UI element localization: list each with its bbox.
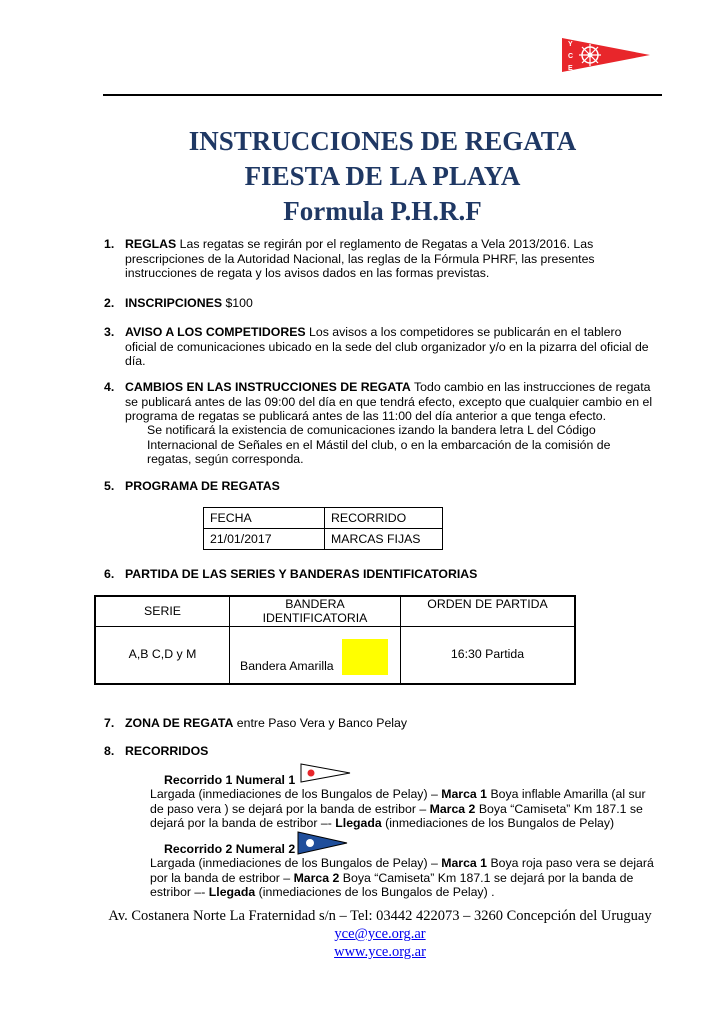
section-5-number: 5. xyxy=(104,479,115,493)
section-4-text: Todo cambio en las instrucciones de regata se publicará antes de las 09:00 del día en que tendrá efecto, excepto que cualquier cambio en el programa de regatas se publicará antes de las 11:00 del día anterior a que tenga efecto. xyxy=(125,380,653,423)
recorrido-1-part-4: (inmediaciones de los Bungalos de Pelay) xyxy=(381,816,615,830)
section-3-heading: AVISO A LOS COMPETIDORES xyxy=(125,325,306,339)
recorrido-1-part-2: Boya inflable Amarilla (al sur de paso vera ) se dejará por la banda de estribor – xyxy=(150,787,646,816)
section-8-heading: RECORRIDOS xyxy=(125,744,209,758)
title-line-1: INSTRUCCIONES DE REGATA xyxy=(188,126,577,156)
numeral-2-pennant-icon xyxy=(297,830,349,856)
header-divider xyxy=(103,94,662,96)
recorrido-1-llegada: Llegada xyxy=(335,816,382,830)
partida-header-bandera: BANDERA IDENTIFICATORIA xyxy=(230,596,401,626)
section-3-aviso xyxy=(125,325,655,369)
recorrido-1-text xyxy=(150,787,655,831)
section-1-heading: REGLAS xyxy=(125,237,177,251)
section-2-heading: INSCRIPCIONES xyxy=(125,296,223,310)
table-row xyxy=(95,596,575,626)
section-7-number: 7. xyxy=(104,716,115,730)
partida-header-orden: ORDEN DE PARTIDA xyxy=(401,596,576,626)
programa-cell-fecha: 21/01/2017 xyxy=(204,529,325,550)
table-row xyxy=(204,529,443,550)
recorrido-2-text xyxy=(150,856,655,900)
programa-cell-recorrido: MARCAS FIJAS xyxy=(325,529,443,550)
section-6-number: 6. xyxy=(104,567,115,581)
recorrido-2-part-4: (inmediaciones de los Bungalos de Pelay) . xyxy=(255,885,495,899)
recorrido-1-part-3: Boya “Camiseta” Km 187.1 se dejará por la banda de estribor –- xyxy=(150,801,643,830)
recorrido-2-part-3: Boya “Camiseta” Km 187.1 se dejará por la banda de estribor –- xyxy=(150,870,634,899)
recorrido-2-llegada: Llegada xyxy=(208,885,256,899)
recorrido-1-part-1: Largada (inmediaciones de los Bungalos de Pelay) – xyxy=(150,787,442,801)
recorrido-2-title: Recorrido 2 Numeral 2 xyxy=(164,842,296,856)
section-2-inscripciones xyxy=(125,296,655,311)
partida-cell-bandera xyxy=(230,626,401,684)
section-2-text: $100 xyxy=(222,296,253,310)
section-5-heading: PROGRAMA DE REGATAS xyxy=(125,479,280,493)
logo-letter-c: C xyxy=(568,53,574,60)
title-line-3: Formula P.H.R.F xyxy=(283,196,482,226)
footer-address: Av. Costanera Norte La Fraternidad s/n – Tel: 03442 422073 – 3260 Concepción del Uruguay xyxy=(108,908,652,924)
section-3-text: Los avisos a los competidores se publicarán en el tablero oficial de comunicaciones ubicado en la sede del club organizador y/o en la pizarra del oficial de día. xyxy=(125,325,649,368)
recorrido-1-marca-1: Marca 1 xyxy=(441,787,488,801)
logo-letter-e: E xyxy=(568,65,573,72)
partida-table xyxy=(94,595,576,685)
table-row xyxy=(95,626,575,684)
logo-letter-y: Y xyxy=(568,41,573,48)
section-7-heading: ZONA DE REGATA xyxy=(125,716,234,730)
recorrido-2-marca-1: Marca 1 xyxy=(441,856,488,870)
footer-email-link[interactable]: yce@yce.org.ar xyxy=(334,926,426,942)
programa-table xyxy=(203,507,443,550)
partida-cell-orden: 16:30 Partida xyxy=(401,626,576,684)
title-line-2: FIESTA DE LA PLAYA xyxy=(244,161,521,191)
partida-header-serie: SERIE xyxy=(95,596,230,626)
section-6-heading: PARTIDA DE LAS SERIES Y BANDERAS IDENTIFICATORIAS xyxy=(125,567,478,581)
partida-bandera-label: Bandera Amarilla xyxy=(240,658,334,673)
partida-cell-serie: A,B C,D y M xyxy=(95,626,230,684)
section-4-cambios xyxy=(125,380,655,424)
section-4-heading: CAMBIOS EN LAS INSTRUCCIONES DE REGATA xyxy=(125,380,411,394)
recorrido-2-part-1: Largada (inmediaciones de los Bungalos de Pelay) – xyxy=(150,856,442,870)
section-1-reglas xyxy=(125,237,655,281)
section-4-text-2: Se notificará la existencia de comunicaciones izando la bandera letra L del Código Internacional de Señales en el Mástil del club, o en la embarcación de la comisión de regatas, según corresponda. xyxy=(147,423,611,466)
section-7-zona xyxy=(125,716,655,731)
yellow-flag-swatch xyxy=(342,639,388,675)
recorrido-1-title: Recorrido 1 Numeral 1 xyxy=(164,773,296,787)
footer-web-link[interactable]: www.yce.org.ar xyxy=(334,944,426,960)
club-pennant-logo xyxy=(560,36,652,74)
programa-header-recorrido: RECORRIDO xyxy=(325,508,443,529)
numeral-1-pennant-icon xyxy=(300,762,352,784)
section-4-number: 4. xyxy=(104,380,115,394)
table-row xyxy=(204,508,443,529)
programa-header-fecha: FECHA xyxy=(204,508,325,529)
section-1-number: 1. xyxy=(104,237,115,251)
recorrido-1-marca-2: Marca 2 xyxy=(429,801,476,816)
section-7-text: entre Paso Vera y Banco Pelay xyxy=(233,716,408,730)
section-3-number: 3. xyxy=(104,325,115,339)
recorrido-2-marca-2: Marca 2 xyxy=(293,870,340,885)
section-1-text: Las regatas se regirán por el reglamento de Regatas a Vela 2013/2016. Las prescripciones de la Autoridad Nacional, las reglas de la Fórmula PHRF, las presentes instrucciones de regata y los avisos dados en las formas previstas. xyxy=(125,237,595,280)
section-2-number: 2. xyxy=(104,296,115,310)
recorrido-2-part-2: Boya roja paso vera se dejará por la banda de estribor – xyxy=(150,856,654,885)
section-8-number: 8. xyxy=(104,744,115,758)
